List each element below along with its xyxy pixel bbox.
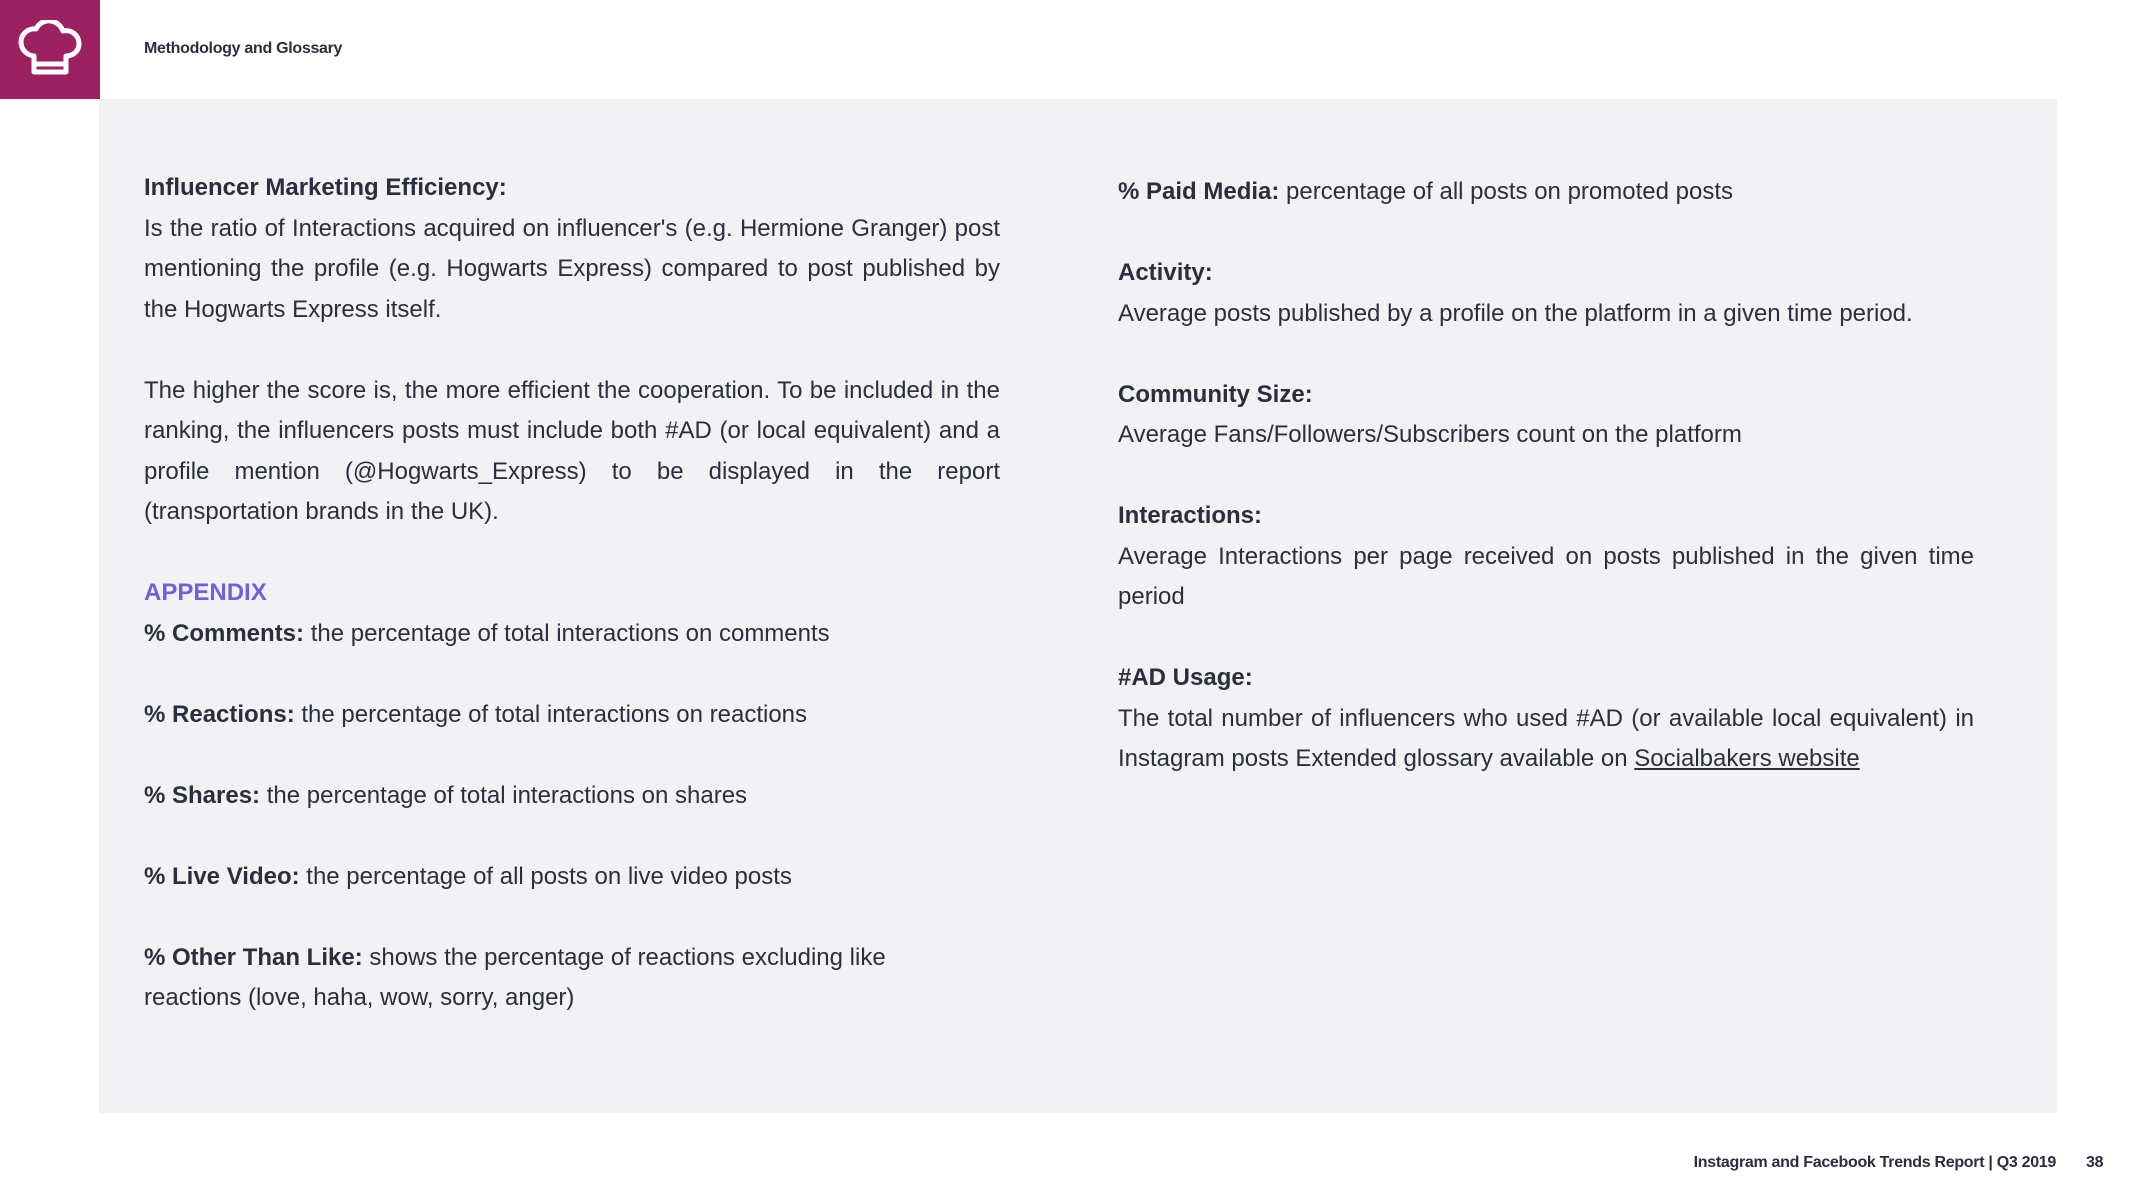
shares-text: the percentage of total interactions on shares bbox=[260, 781, 748, 809]
other-than-like-definition bbox=[144, 938, 1000, 979]
reactions-text: the percentage of total interactions on reactions bbox=[294, 700, 808, 728]
chef-hat-icon bbox=[17, 20, 83, 80]
ime-ranking-note: The higher the score is, the more efficient the cooperation. To be included in the ranking, the influencers posts must include both #AD (or local equivalent) and a profile mention (@Hogwarts_Express) to be displayed in the report (transportation brands in the UK). bbox=[144, 376, 1000, 525]
comments-text: the percentage of total interactions on comments bbox=[304, 619, 830, 647]
page-number: 38 bbox=[2086, 1154, 2104, 1171]
live-video-text: the percentage of all posts on live video posts bbox=[299, 862, 792, 890]
reactions-label: % Reactions: bbox=[144, 700, 295, 728]
interactions-title: Interactions: bbox=[1118, 502, 1263, 529]
shares-label: % Shares: bbox=[144, 781, 261, 809]
shares-definition bbox=[144, 776, 1000, 817]
activity-title: Activity: bbox=[1118, 259, 1213, 286]
ad-usage-title: #AD Usage: bbox=[1118, 664, 1253, 691]
section-title: Methodology and Glossary bbox=[144, 40, 343, 57]
paid-media-label: % Paid Media: bbox=[1118, 178, 1280, 205]
ime-title: Influencer Marketing Efficiency: bbox=[144, 174, 507, 201]
activity-text: Average posts published by a profile on the platform in a given time period. bbox=[1118, 299, 1913, 327]
community-size-text: Average Fans/Followers/Subscribers count on the platform bbox=[1118, 421, 1742, 448]
reactions-definition bbox=[144, 695, 1000, 736]
comments-definition bbox=[144, 614, 1000, 655]
appendix-title: APPENDIX bbox=[144, 579, 267, 606]
ad-usage-body: The total number of influencers who used #AD (or available local equivalent) in Instagram posts Extended glossary available on bbox=[1118, 704, 1974, 772]
paid-media-definition bbox=[1118, 172, 1974, 213]
left-column bbox=[144, 168, 1000, 1019]
right-column bbox=[1118, 172, 1974, 780]
live-video-definition bbox=[144, 857, 1000, 898]
other-than-like-text-cont: reactions (love, haha, wow, sorry, anger) bbox=[144, 984, 575, 1011]
ad-usage-text bbox=[1118, 699, 1974, 780]
community-size-title: Community Size: bbox=[1118, 380, 1313, 408]
live-video-label: % Live Video: bbox=[144, 862, 300, 890]
logo bbox=[0, 0, 100, 99]
footer-report-title: Instagram and Facebook Trends Report | Q3 2019 bbox=[1693, 1154, 2056, 1171]
ime-description: Is the ratio of Interactions acquired on influencer's (e.g. Hermione Granger) post mentioning the profile (e.g. Hogwarts Express) compared to post published by the Hogwarts Express itself. bbox=[144, 214, 1000, 323]
other-than-like-label: % Other Than Like: bbox=[144, 943, 363, 971]
paid-media-text: percentage of all posts on promoted posts bbox=[1279, 178, 1733, 205]
other-than-like-text: shows the percentage of reactions excluding like bbox=[362, 943, 886, 971]
socialbakers-website-link[interactable]: Socialbakers website bbox=[1634, 745, 1860, 772]
interactions-text: Average Interactions per page received on posts published in the given time period bbox=[1118, 542, 1974, 610]
comments-label: % Comments: bbox=[144, 619, 305, 647]
